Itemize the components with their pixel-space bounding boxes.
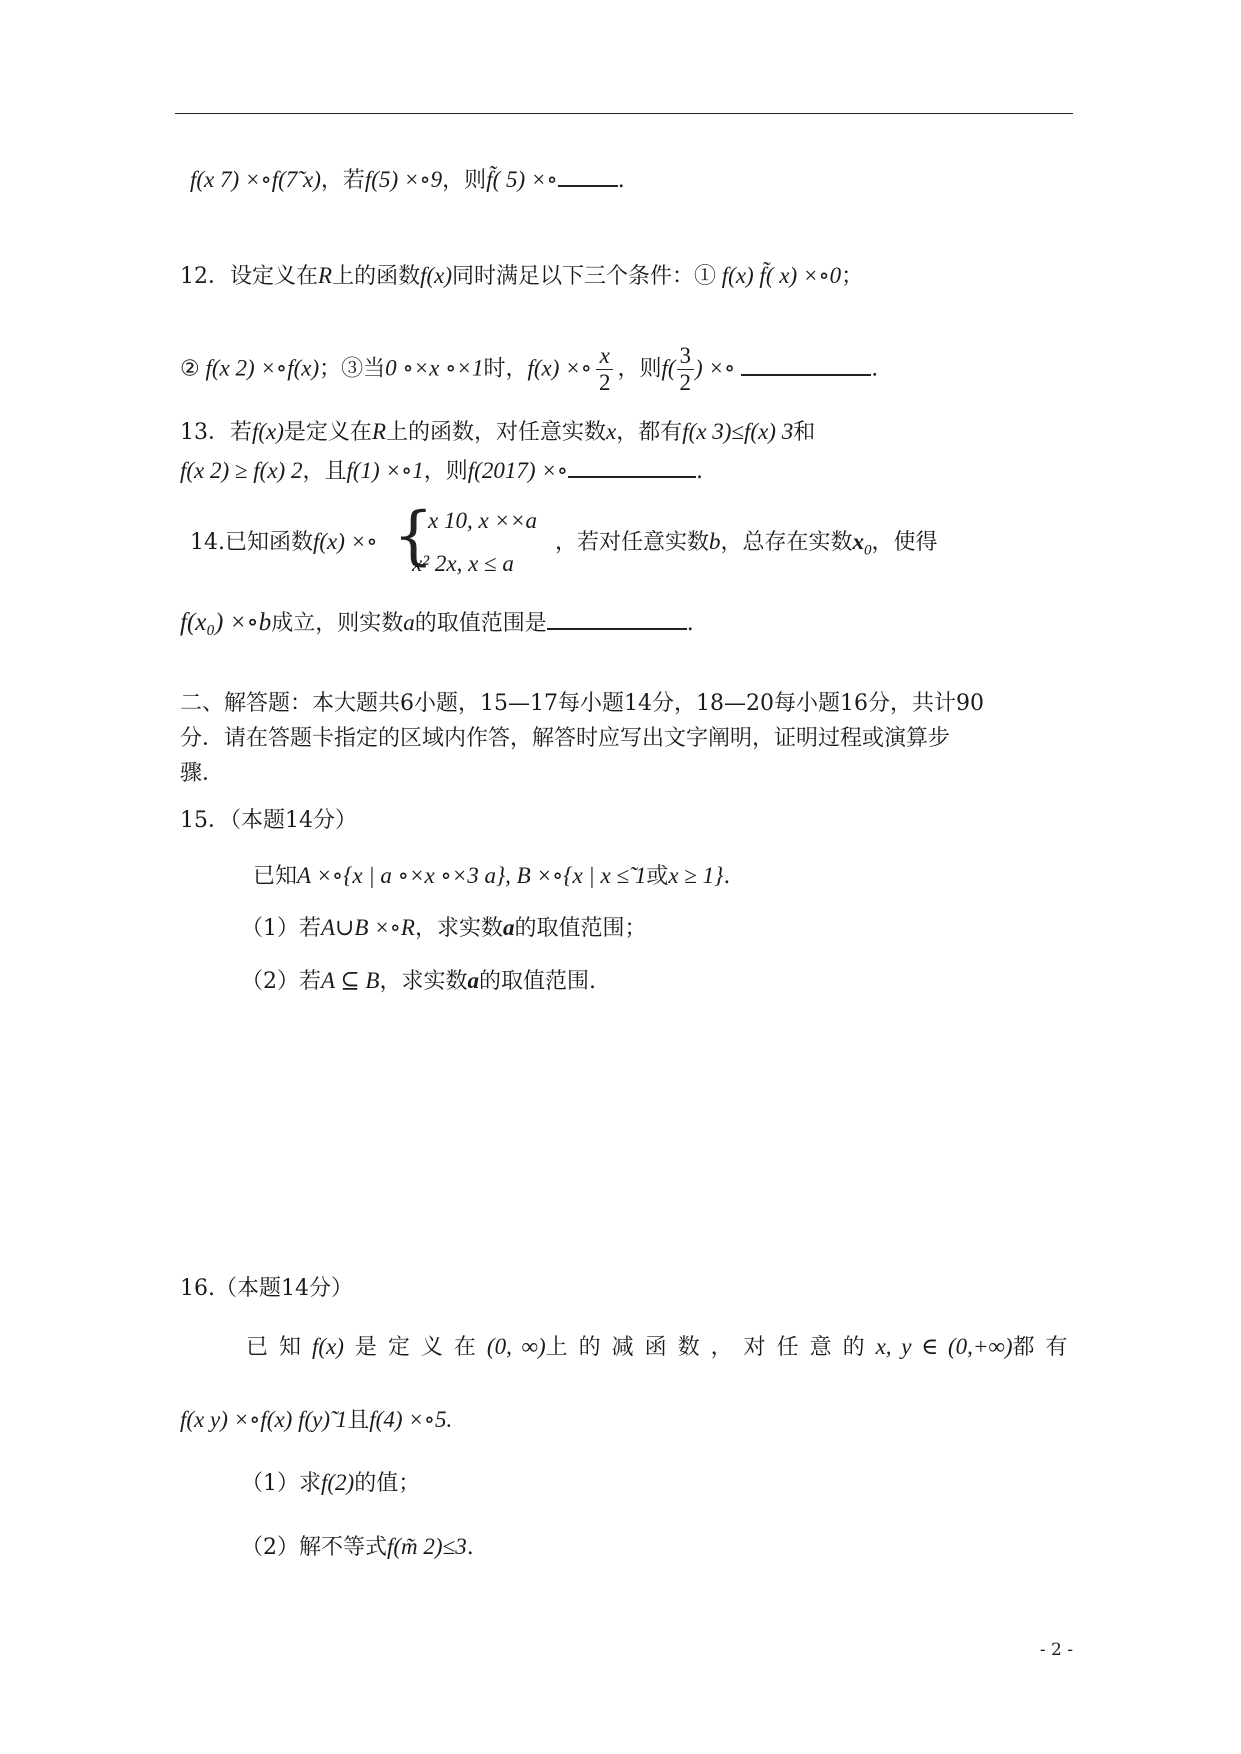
q15-header: 15．（本题14分）: [180, 808, 357, 833]
answer-blank-12[interactable]: [741, 354, 871, 376]
q16-part1: （1）求f(2)的值；: [241, 1470, 421, 1496]
q11-tail: f(x 7) ×∘f(7̃ x)，若f(5) ×∘9，则f̃( 5) ×∘ .: [190, 167, 625, 193]
piecewise-brace: {: [393, 499, 434, 573]
piecewise-case-2: x² 2x, x ≤ a: [412, 551, 514, 576]
q14-line2: f(x₀) ×∘b成立，则实数a的取值范围是 .: [180, 609, 694, 636]
answer-blank-14[interactable]: [547, 608, 687, 630]
q16-line1: 已 知 f(x) 是 定 义 在 (0, ∞)上 的 减 函 数 ， 对 任 意 的 x, y ∈ (0,+∞)都 有: [246, 1334, 1068, 1360]
section2-line3: 骤．: [180, 761, 225, 786]
q16-header: 16.（本题14分）: [180, 1276, 353, 1301]
q15-part1: （1）若A∪B ×∘R，求实数a的取值范围；: [241, 915, 647, 941]
fraction-3-over-2: $\frac{3}{2}$: [677, 343, 695, 396]
q15-given: 已知A ×∘{x | a ∘×x ∘×3 a}, B ×∘{x | x ≤̃ 1或x ≥ 1}.: [253, 863, 731, 889]
q12-line1: 12．设定义在R上的函数f(x)同时满足以下三个条件：① f(x) f̃( x) ×∘0；: [180, 263, 864, 289]
q12-line2: ② f(x 2) ×∘f(x)；③当0 ∘×x ∘×1时，f(x) ×∘ $\frac{x}{2}$ ，则f( $\frac{3}{2}$ ) ×∘ .: [180, 343, 879, 395]
section2-line2: 分．请在答题卡指定的区域内作答，解答时应写出文字阐明，证明过程或演算步: [180, 726, 951, 751]
page-number: - 2 -: [1039, 1640, 1073, 1660]
answer-blank-13[interactable]: [568, 456, 696, 478]
q14-line1-left: 14.已知函数f(x) ×∘: [190, 529, 378, 555]
answer-blank-11[interactable]: [558, 165, 618, 187]
fraction-x-over-2: $\frac{x}{2}$: [596, 343, 614, 396]
q14-line1-right: ，若对任意实数b，总存在实数$x_0$，使得: [555, 529, 938, 559]
piecewise-case-1: x 10, x ××a: [428, 508, 537, 533]
header-rule: [175, 113, 1073, 114]
q16-part2: （2）解不等式f(m̃ 2)≤3.: [241, 1534, 474, 1560]
section2-line1: 二、解答题：本大题共6小题，15—17每小题14分，18—20每小题16分，共计90: [180, 691, 984, 716]
q13-line1: 13．若f(x)是定义在R上的函数，对任意实数x，都有f(x 3)≤f(x) 3和: [180, 419, 816, 445]
q16-line2: f(x y) ×∘f(x) f(y)̃ 1且f(4) ×∘5.: [180, 1407, 453, 1433]
q13-line2: f(x 2) ≥ f(x) 2，且f(1) ×∘1，则f(2017) ×∘ .: [180, 458, 704, 484]
q15-part2: （2）若A ⊆ B，求实数a的取值范围.: [241, 968, 596, 994]
